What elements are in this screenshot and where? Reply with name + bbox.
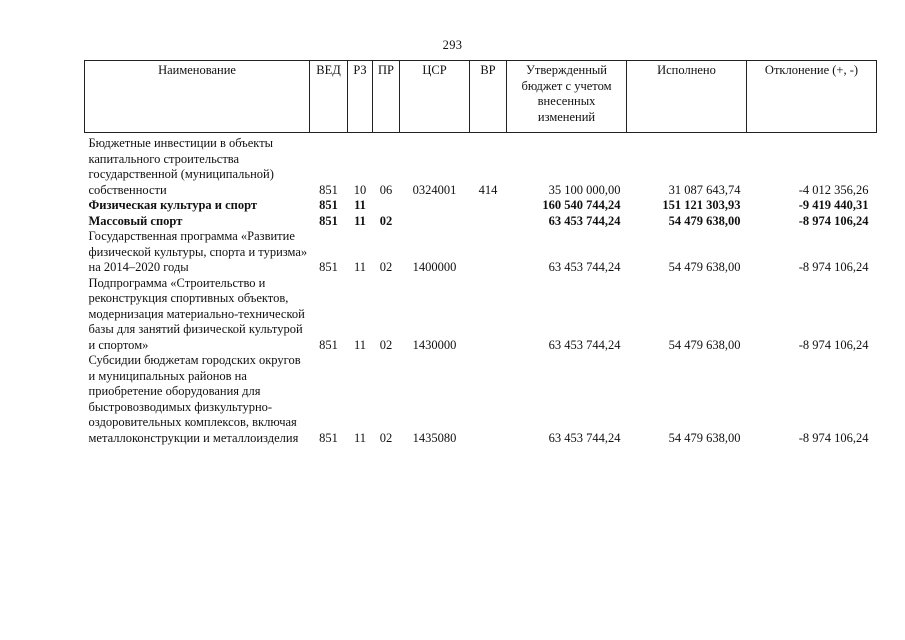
table-row — [85, 229, 877, 276]
row-vr — [470, 198, 507, 214]
row-pr: 06 — [379, 182, 393, 197]
header-approved-budget: Утвержденный бюджет с учетом внесенных изменений — [507, 61, 627, 133]
row-executed: 151 121 303,93 — [662, 198, 741, 212]
row-deviation: -8 974 106,24 — [798, 337, 869, 352]
row-vr — [470, 276, 507, 354]
row-approved: 35 100 000,00 — [548, 182, 621, 197]
row-ved: 851 — [319, 337, 338, 352]
row-pr: 02 — [379, 260, 393, 274]
row-ved: 851 — [319, 213, 338, 228]
row-name: Подпрограмма «Строительство и реконструкция спортивных объектов, модернизация материально-технической базы для занятий физической культурой и спортом» — [88, 275, 305, 352]
row-csr: 1430000 — [412, 337, 457, 352]
table-row — [85, 198, 877, 214]
row-pr: 02 — [379, 430, 393, 445]
row-rz: 11 — [354, 213, 366, 228]
row-vr — [470, 229, 507, 276]
row-csr: 1435080 — [412, 430, 457, 445]
budget-execution-table — [84, 60, 877, 446]
row-vr — [470, 353, 507, 446]
header-pr: ПР — [373, 61, 400, 133]
row-deviation: -4 012 356,26 — [798, 182, 869, 197]
table-header-row — [85, 61, 877, 133]
row-deviation: -8 974 106,24 — [798, 430, 869, 445]
header-deviation: Отклонение (+, -) — [747, 61, 877, 133]
row-name: Субсидии бюджетам городских округов и муниципальных районов на приобретение оборудования для быстровозводимых физкультурно-оздоровительных комплексов, включая металлоконструкции и металлоизделия — [88, 353, 301, 445]
row-pr: 02 — [379, 337, 393, 352]
row-vr: 414 — [478, 182, 498, 197]
row-approved: 160 540 744,24 — [542, 198, 621, 212]
row-executed: 54 479 638,00 — [668, 337, 741, 352]
row-approved: 63 453 744,24 — [548, 430, 621, 445]
row-executed: 54 479 638,00 — [668, 430, 741, 445]
row-rz: 11 — [353, 337, 367, 352]
row-rz: 11 — [354, 198, 366, 212]
row-pr — [373, 198, 400, 214]
row-deviation: -8 974 106,24 — [798, 213, 869, 228]
row-ved: 851 — [319, 260, 338, 274]
row-ved: 851 — [319, 430, 338, 445]
header-executed: Исполнено — [627, 61, 747, 133]
row-executed: 54 479 638,00 — [668, 213, 741, 228]
header-name: Наименование — [85, 61, 310, 133]
row-executed: 54 479 638,00 — [668, 260, 741, 274]
header-vr: ВР — [470, 61, 507, 133]
row-ved: 851 — [319, 198, 338, 212]
row-approved: 63 453 744,24 — [548, 337, 621, 352]
header-csr: ЦСР — [400, 61, 470, 133]
row-executed: 31 087 643,74 — [668, 182, 741, 197]
row-csr — [400, 198, 470, 214]
row-name: Массовый спорт — [88, 213, 183, 228]
row-name: Государственная программа «Развитие физической культуры, спорта и туризма» на 2014–2020 годы — [88, 229, 308, 274]
row-approved: 63 453 744,24 — [548, 260, 621, 274]
table-row — [85, 276, 877, 354]
row-rz: 10 — [353, 182, 367, 197]
row-deviation: -9 419 440,31 — [798, 198, 869, 212]
row-vr — [470, 214, 507, 230]
page-number: 293 — [442, 38, 463, 52]
table-row — [85, 133, 877, 199]
row-rz: 11 — [353, 430, 367, 445]
row-csr: 0324001 — [412, 182, 457, 197]
row-rz: 11 — [353, 260, 367, 274]
row-ved: 851 — [319, 182, 338, 197]
row-approved: 63 453 744,24 — [548, 213, 621, 228]
header-ved: ВЕД — [310, 61, 348, 133]
row-csr — [400, 214, 470, 230]
table-row — [85, 214, 877, 230]
row-name: Бюджетные инвестиции в объекты капитального строительства государственной (муниципальной) собственности — [88, 136, 274, 197]
row-pr: 02 — [379, 213, 393, 228]
row-deviation: -8 974 106,24 — [798, 260, 869, 274]
table-row — [85, 353, 877, 446]
header-rz: РЗ — [348, 61, 373, 133]
row-csr: 1400000 — [412, 260, 457, 274]
row-name: Физическая культура и спорт — [88, 198, 258, 212]
